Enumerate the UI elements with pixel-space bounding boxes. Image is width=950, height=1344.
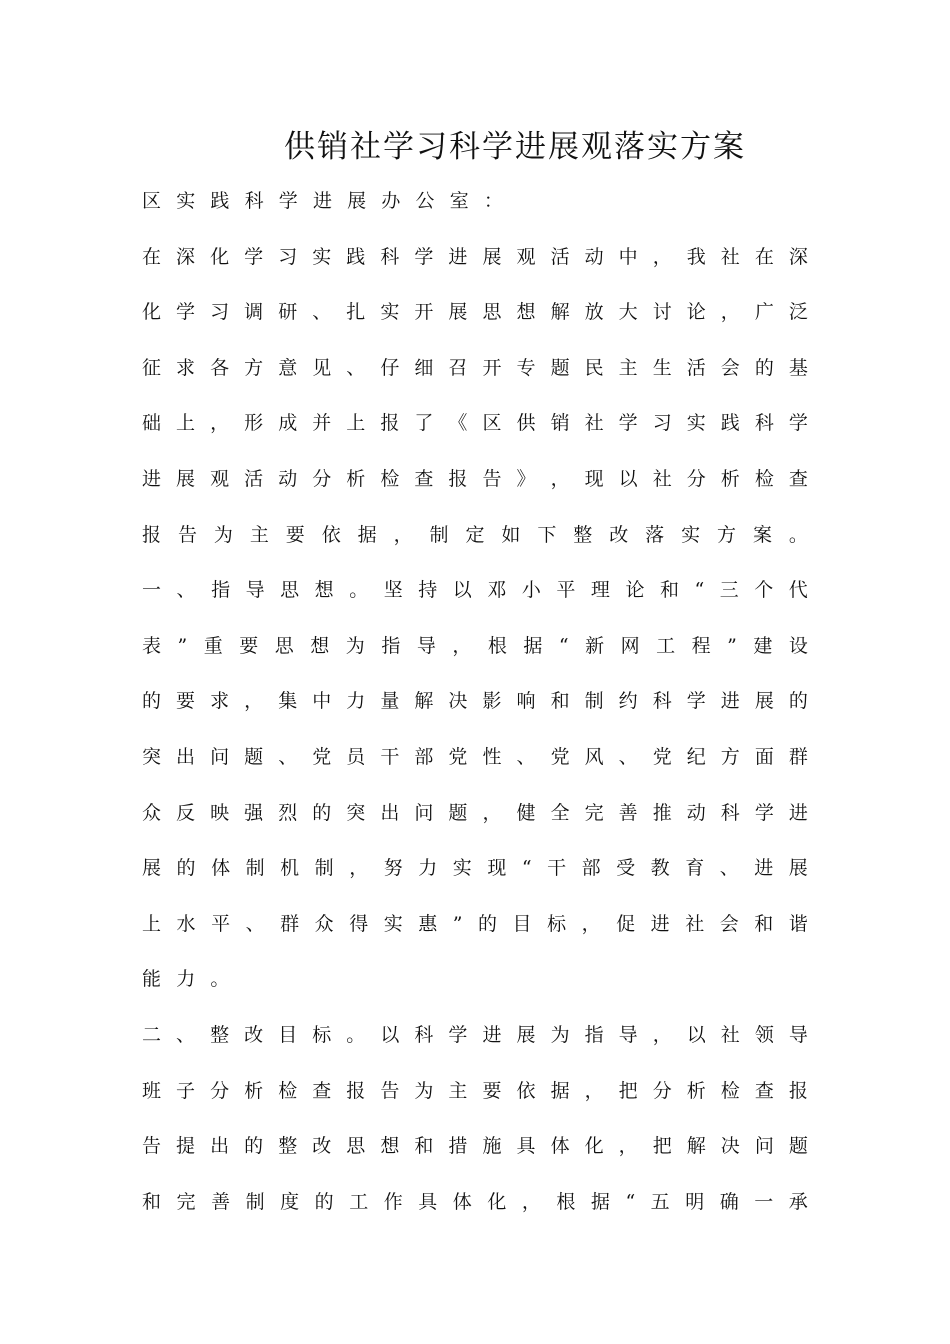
text-line: 报 告 为 主 要 依 据 ， 制 定 如 下 整 改 落 实 方 案 。 xyxy=(142,523,808,546)
text-line: 进 展 观 活 动 分 析 检 查 报 告 》 ， 现 以 社 分 析 检 查 xyxy=(142,468,808,490)
text-line: 一 、 指 导 思 想 。 坚 持 以 邓 小 平 理 论 和 “ 三 个 代 xyxy=(142,579,808,602)
text-line: 二 、 整 改 目 标 。 以 科 学 进 展 为 指 导 ， 以 社 领 导 xyxy=(142,1024,808,1046)
text-line: 能 力 。 xyxy=(142,968,230,991)
text-line: 众 反 映 强 烈 的 突 出 问 题 ， 健 全 完 善 推 动 科 学 进 xyxy=(142,801,808,824)
text-line: 的 要 求 ， 集 中 力 量 解 决 影 响 和 制 约 科 学 进 展 的 xyxy=(142,690,808,713)
text-line: 在 深 化 学 习 实 践 科 学 进 展 观 活 动 中 ， 我 社 在 深 xyxy=(142,245,808,268)
text-line: 突 出 问 题 、 党 员 干 部 党 性 、 党 风 、 党 纪 方 面 群 xyxy=(142,746,808,768)
text-line: 表 ” 重 要 思 想 为 指 导 ， 根 据 “ 新 网 工 程 ” 建 设 xyxy=(142,634,808,657)
text-line: 告 提 出 的 整 改 思 想 和 措 施 具 体 化 ， 把 解 决 问 题 xyxy=(142,1135,808,1158)
text-line: 区 实 践 科 学 进 展 办 公 室 ： xyxy=(142,190,503,212)
text-line: 础 上 ， 形 成 并 上 报 了 《 区 供 销 社 学 习 实 践 科 学 xyxy=(142,412,808,435)
text-line: 展 的 体 制 机 制 ， 努 力 实 现 “ 干 部 受 教 育 、 进 展 xyxy=(142,857,808,880)
text-line: 化 学 习 调 研 、 扎 实 开 展 思 想 解 放 大 讨 论 ， 广 泛 xyxy=(142,301,808,324)
text-line: 班 子 分 析 检 查 报 告 为 主 要 依 据 ， 把 分 析 检 查 报 xyxy=(142,1079,808,1102)
text-line: 征 求 各 方 意 见 、 仔 细 召 开 专 题 民 主 生 活 会 的 基 xyxy=(142,356,808,379)
text-line: 上 水 平 、 群 众 得 实 惠 ” 的 目 标 ， 促 进 社 会 和 谐 xyxy=(142,912,808,935)
document-title: 供销社学习科学进展观落实方案 xyxy=(284,129,746,165)
text-line: 和 完 善 制 度 的 工 作 具 体 化 ， 根 据 “ 五 明 确 一 承 xyxy=(142,1190,808,1213)
